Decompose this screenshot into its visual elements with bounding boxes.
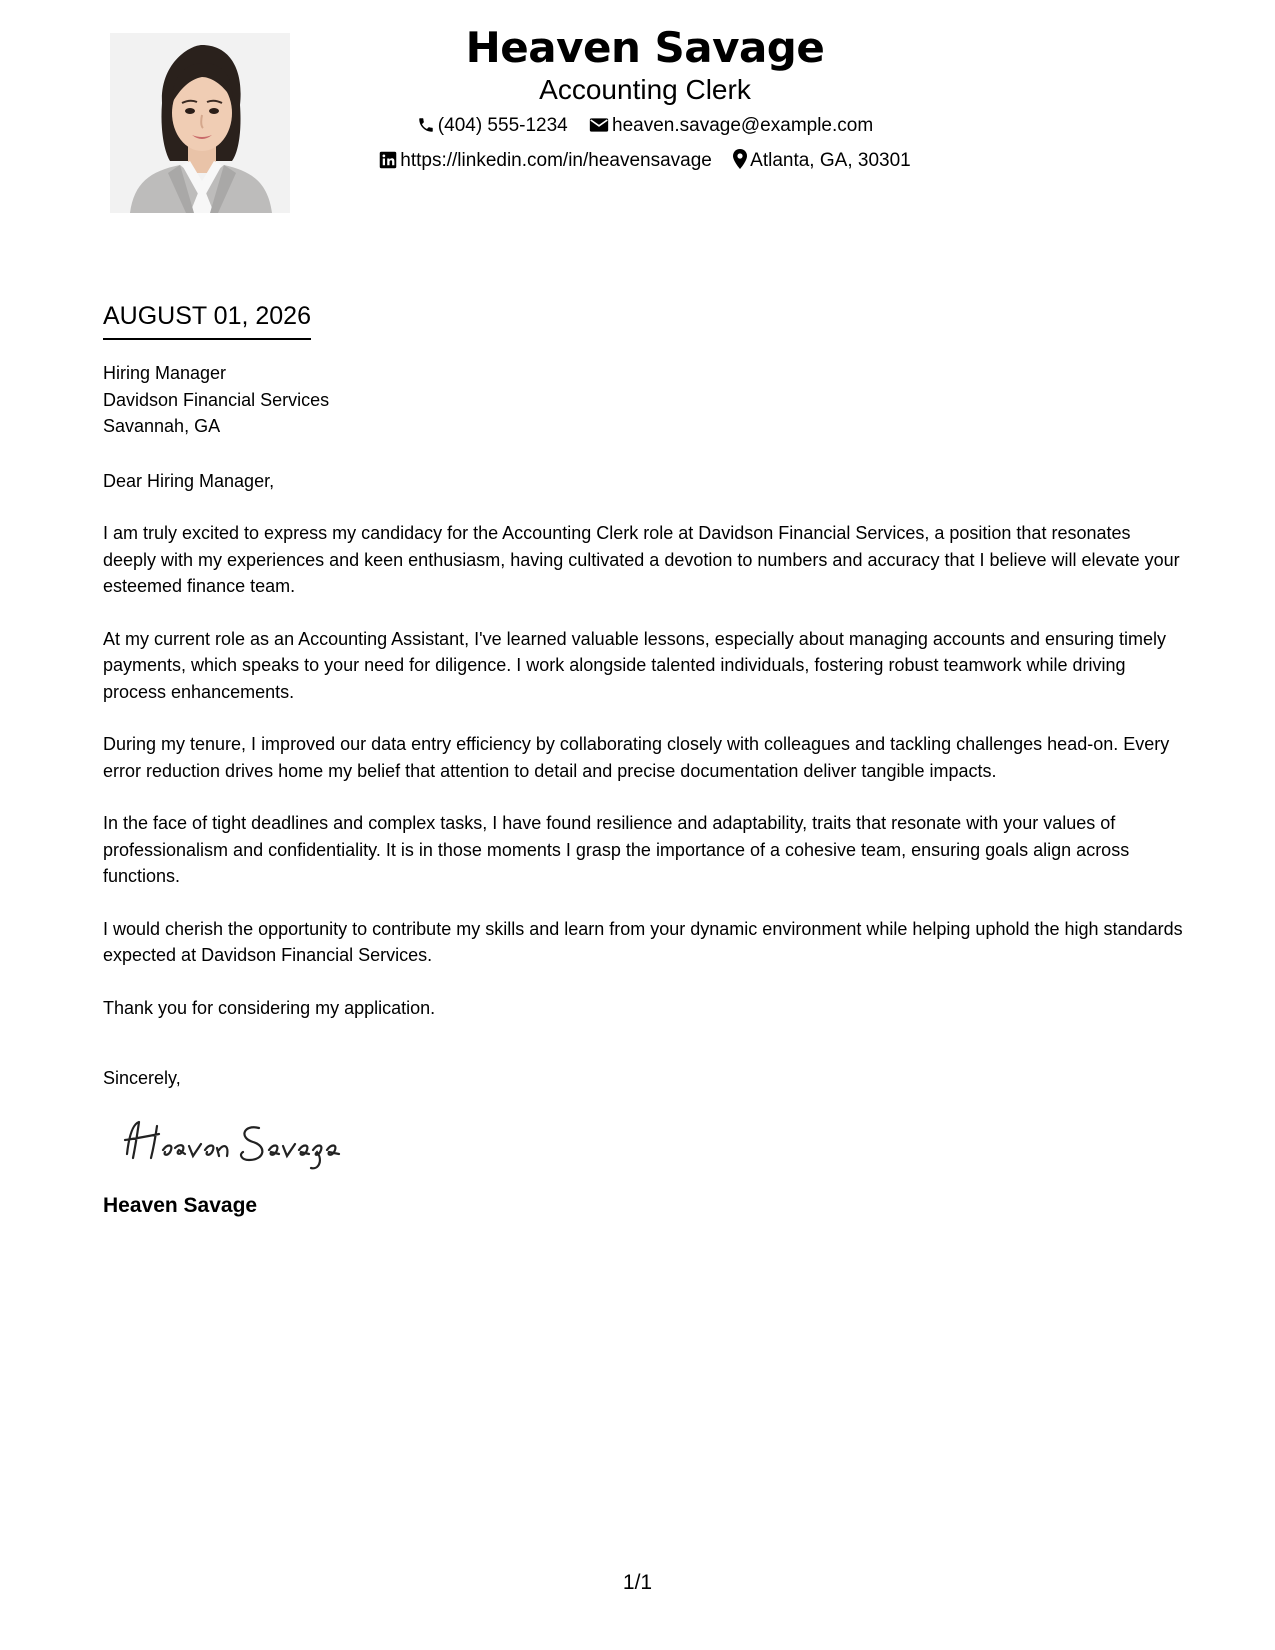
location-text: Atlanta, GA, 30301 <box>750 150 911 171</box>
linkedin-icon <box>379 151 397 176</box>
salutation: Dear Hiring Manager, <box>103 470 275 491</box>
job-title: Accounting Clerk <box>539 74 751 105</box>
recipient-company: Davidson Financial Services <box>103 389 330 410</box>
paragraph-3: During my tenure, I improved our data entry efficiency by collaborating closely with colleagues and tackling challenges head-on. Every error reduction drives home my belief that attention to detail and precise documentation deliver tangible impacts. <box>103 734 1170 781</box>
recipient-block <box>103 360 1183 440</box>
contact-row-1 <box>290 114 1000 141</box>
recipient-name: Hiring Manager <box>103 363 227 383</box>
linkedin-text: https://linkedin.com/in/heavensavage <box>400 150 712 171</box>
header <box>290 22 1000 176</box>
recipient-location: Savannah, GA <box>103 416 221 436</box>
paragraph-5: I would cherish the opportunity to contribute my skills and learn from your dynamic environment while helping uphold the high standards expected at Davidson Financial Services. <box>103 918 1183 965</box>
contact-phone[interactable] <box>417 114 568 141</box>
contact-email[interactable] <box>589 114 873 141</box>
map-pin-icon <box>733 149 747 176</box>
paragraph-6: Thank you for considering my application. <box>103 997 436 1018</box>
page-number: 1/1 <box>622 1571 653 1594</box>
paragraph-4: In the face of tight deadlines and complex tasks, I have found resilience and adaptability, traits that resonate with your values of professionalism and confidentiality. It is in those moments I grasp the importance of a cohesive team, ensuring goals align across functions. <box>103 813 1130 886</box>
phone-icon <box>417 116 435 141</box>
envelope-icon <box>589 116 609 141</box>
phone-text: (404) 555-1234 <box>437 115 568 136</box>
profile-photo <box>110 33 290 213</box>
handwritten-signature <box>119 1114 1183 1174</box>
letter-body <box>103 360 1183 1220</box>
closing: Sincerely, <box>103 1068 181 1088</box>
email-text: heaven.savage@example.com <box>612 115 874 136</box>
paragraph-2: At my current role as an Accounting Assistant, I've learned valuable lessons, especially about managing accounts and ensuring timely payments, which speaks to your need for diligence. I work alongside talented individuals, fostering robust teamwork while driving process enhancements. <box>103 628 1167 702</box>
contact-linkedin[interactable] <box>379 149 712 176</box>
letter-date: AUGUST 01, 2026 <box>103 300 311 340</box>
applicant-name: Heaven Savage <box>465 23 825 72</box>
contact-location[interactable] <box>733 149 911 176</box>
contact-row-2 <box>290 149 1000 176</box>
paragraph-1: I am truly excited to express my candidacy for the Accounting Clerk role at Davidson Financial Services, a position that resonates deeply with my experiences and keen enthusiasm, having cultivated a devotion to numbers and accuracy that I believe will elevate your esteemed finance team. <box>103 523 1180 596</box>
signer-name: Heaven Savage <box>103 1193 258 1217</box>
